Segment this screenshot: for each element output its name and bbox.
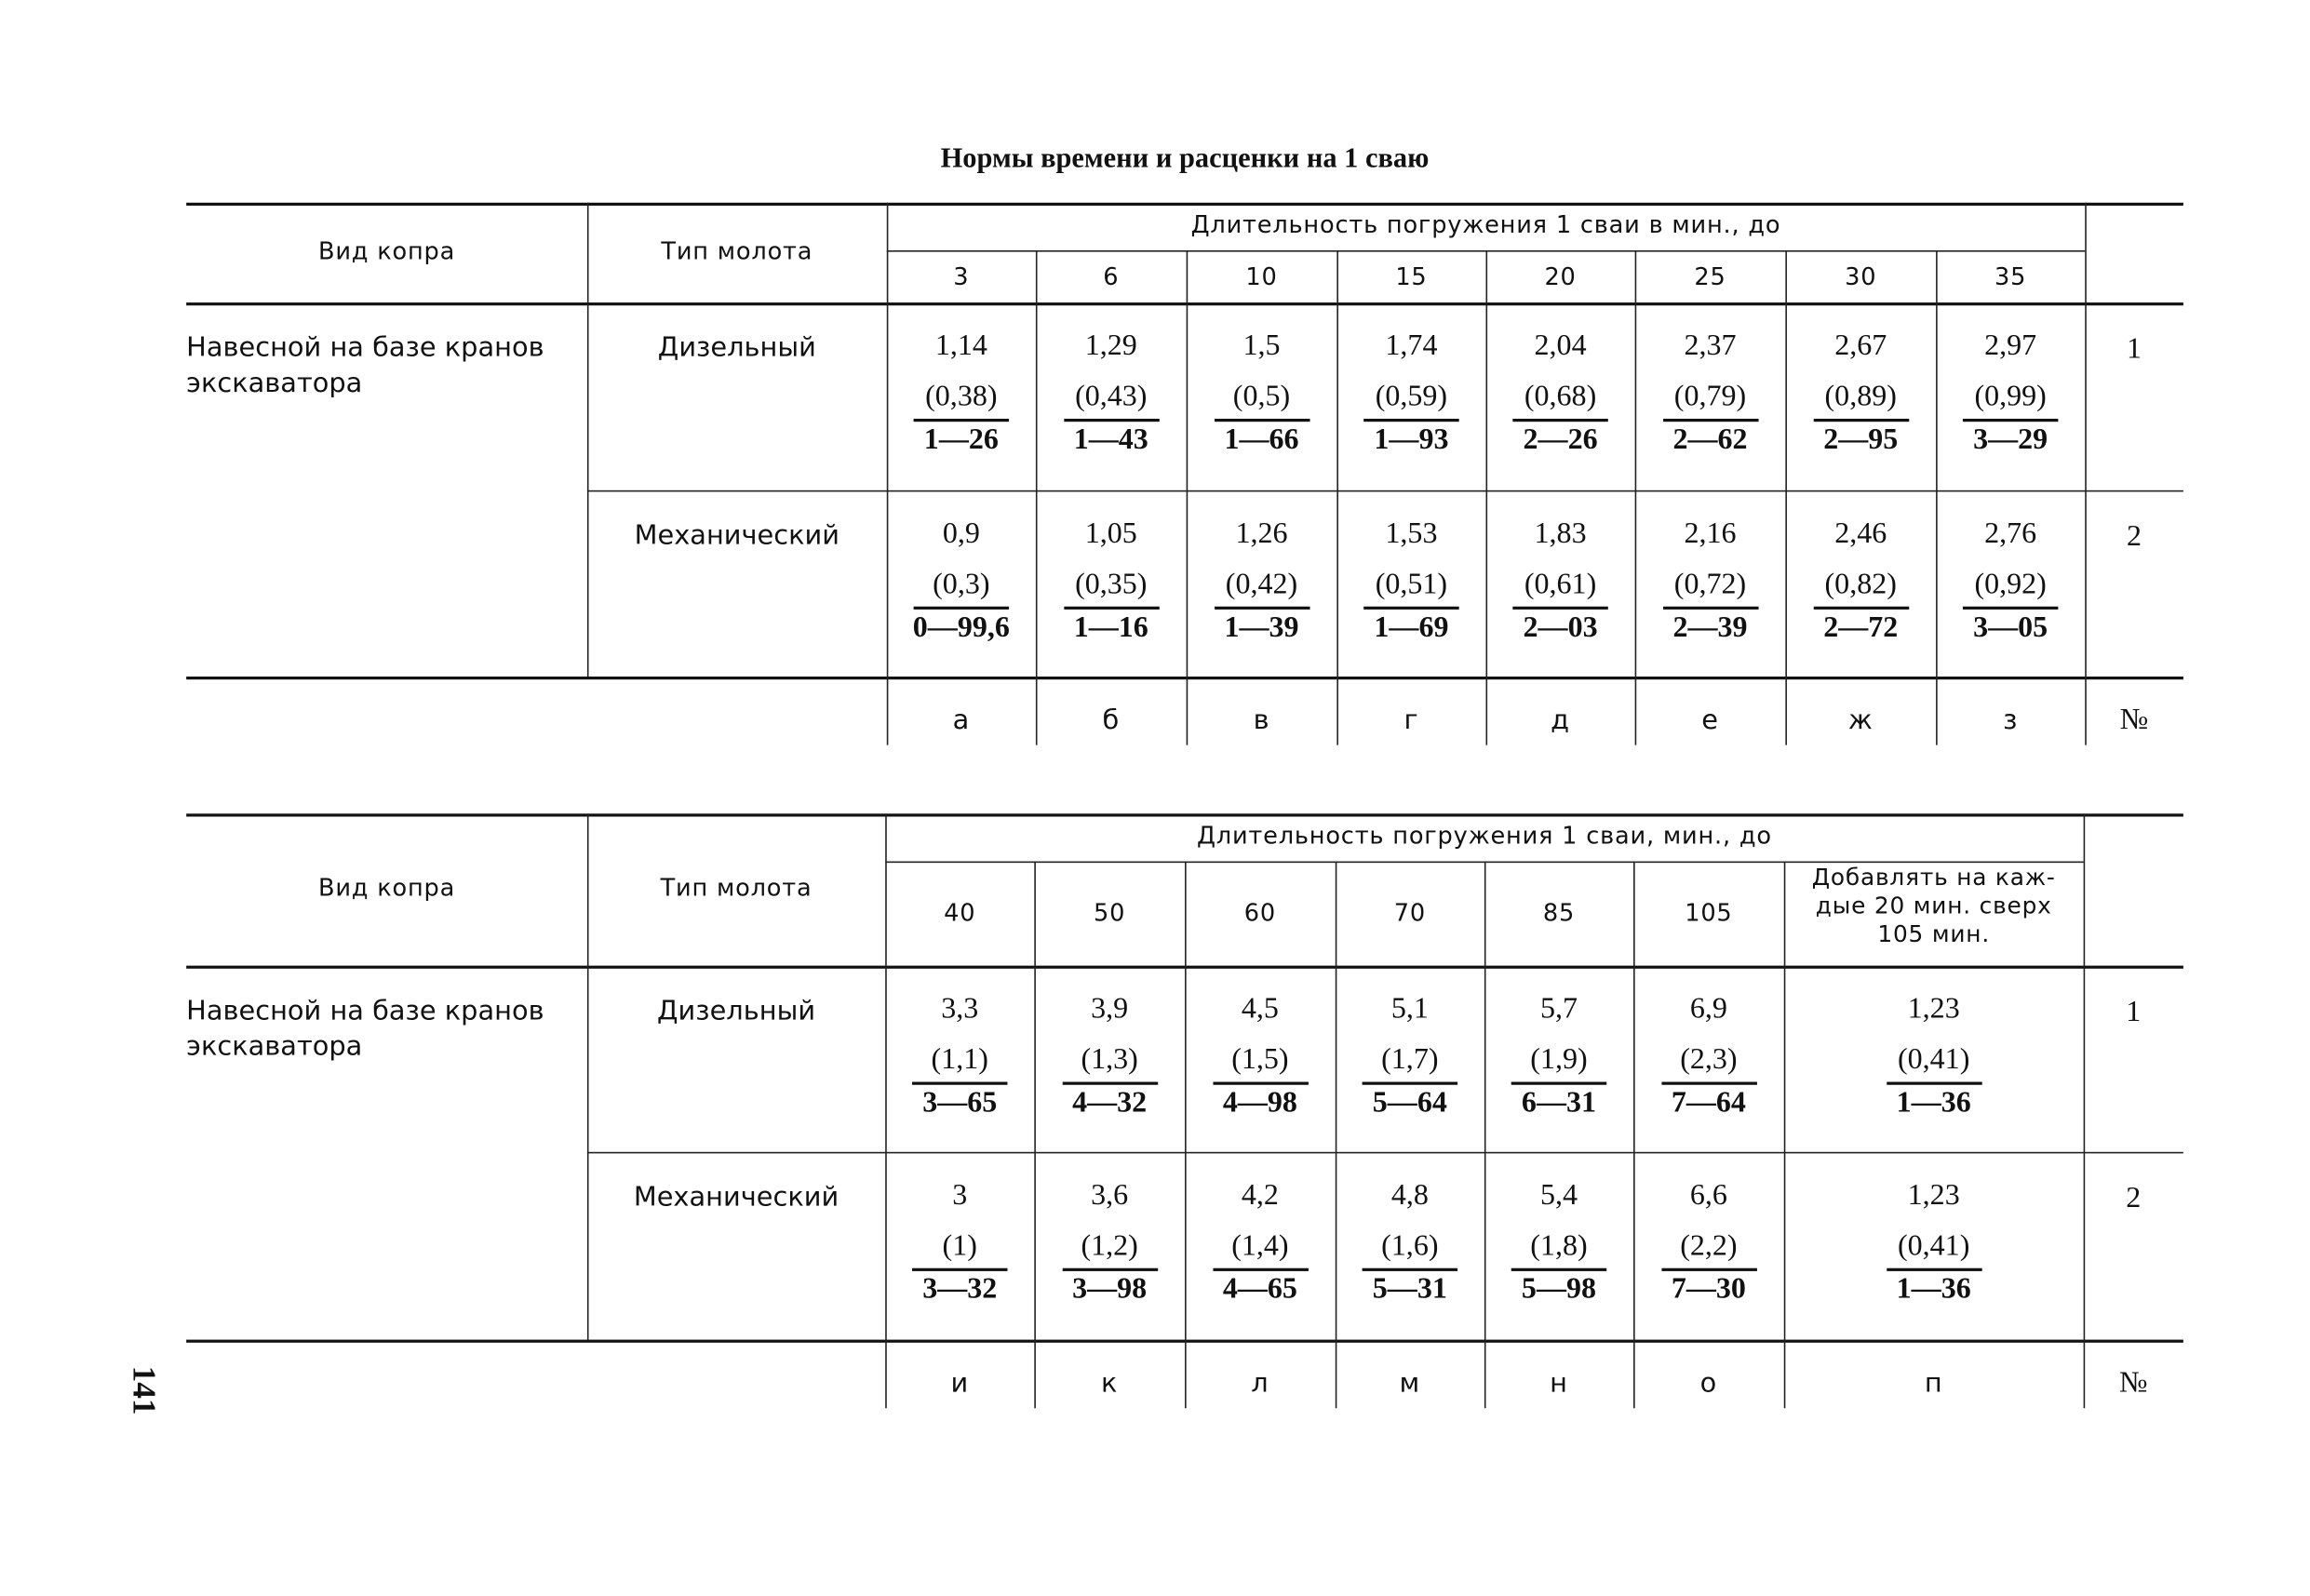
time-norm: 1,23 [1907,1178,1960,1212]
fraction-line [1886,1082,1981,1084]
fraction-line [1511,1268,1606,1270]
column-letter: д [1551,704,1570,737]
time-norm: 3,6 [1091,1178,1129,1212]
time-norm: 2,46 [1834,516,1887,550]
fraction-line [1064,607,1159,609]
header-hammer: Тип молота [660,873,813,902]
page-number: 141 [126,1365,164,1415]
rate-value: 2—03 [1523,610,1598,644]
kopr-label: Навесной на базе кранов [186,332,544,364]
time-norm-paren: (0,92) [1974,568,2047,601]
header-column: 70 [1393,898,1426,928]
column-letter: н [1550,1367,1568,1400]
rule-top [186,813,2183,816]
time-norm: 6,9 [1689,992,1727,1026]
time-norm-paren: (0,89) [1824,380,1897,413]
time-norm: 2,16 [1684,516,1737,550]
header-column-line: Добавлять на каж- [1811,864,2056,892]
time-norm: 3,3 [941,992,979,1026]
fraction-line [1214,419,1309,421]
fraction-line [1963,607,2058,609]
fraction-line [1062,1268,1157,1270]
time-norm-paren: (1,5) [1231,1042,1289,1077]
header-column-line: дые 20 мин. сверх [1815,892,2052,920]
time-norm-paren: (1,2) [1081,1229,1138,1263]
time-norm: 3,9 [1091,992,1129,1026]
column-letter: ж [1847,704,1874,737]
header-column: 20 [1544,262,1577,290]
time-norm-paren: (0,41) [1897,1042,1970,1077]
rate-value: 3—32 [922,1272,998,1306]
time-norm-paren: (0,72) [1673,568,1747,601]
rule-vertical [1633,862,1635,1409]
header-column: 30 [1845,262,1877,290]
column-letter: е [1701,704,1719,737]
header-column: 3 [953,262,970,290]
time-norm-paren: (1,1) [931,1042,988,1077]
time-norm: 4,5 [1241,992,1279,1026]
time-norm: 1,29 [1084,329,1137,363]
fraction-line [1661,1082,1756,1084]
rate-value: 1—36 [1896,1086,1971,1120]
rate-value: 7—64 [1671,1086,1746,1120]
time-norm-paren: (1) [942,1229,977,1263]
time-norm: 0,9 [942,516,980,550]
rate-value: 3—05 [1973,610,2048,644]
rate-value: 5—98 [1521,1272,1596,1306]
rate-value: 5—64 [1372,1086,1447,1120]
rule-vertical [1485,250,1487,745]
fraction-line [1813,419,1908,421]
fraction-line [1511,1082,1606,1084]
fraction-line [1363,1082,1457,1084]
rule-vertical [1034,862,1036,1409]
time-norm-paren: (0,51) [1375,568,1448,601]
time-norm-paren: (1,9) [1530,1042,1588,1077]
rule-vertical [1036,250,1038,745]
time-norm: 1,26 [1235,516,1288,550]
rate-value: 0—99,6 [912,610,1010,644]
rate-value: 2—39 [1672,610,1748,644]
rule-vertical [2084,813,2086,1408]
header-column: 25 [1694,262,1726,290]
time-norm-paren: (0,38) [925,380,998,413]
time-norm-paren: (0,61) [1524,568,1597,601]
rate-value: 6—31 [1521,1086,1596,1120]
rule-vertical [1936,250,1938,745]
rate-value: 2—62 [1672,422,1748,456]
header-duration-group: Длительность погружения 1 сваи, мин., до [1196,821,1772,850]
time-norm: 1,05 [1084,516,1137,550]
time-norm: 1,83 [1534,516,1587,550]
rate-value: 1—66 [1224,422,1299,456]
time-norm-paren: (0,5) [1232,380,1291,413]
fraction-line [1512,607,1607,609]
fraction-line [914,607,1009,609]
column-letter: м [1399,1367,1421,1400]
fraction-line [1363,419,1458,421]
header-hammer: Тип молота [661,235,813,265]
rate-value: 4—65 [1222,1272,1297,1306]
row-number: 1 [2127,332,2142,366]
header-column: 85 [1542,898,1576,928]
rate-value: 7—30 [1671,1272,1746,1306]
fraction-line [912,1268,1007,1270]
time-norm: 3 [952,1178,968,1212]
header-column: 60 [1243,898,1276,928]
rule-vertical [1484,862,1486,1409]
header-duration-group: Длительность погружения 1 сваи в мин., до [1190,209,1781,239]
column-letter: в [1253,704,1270,737]
column-letter: к [1101,1367,1119,1400]
fraction-line [1662,419,1757,421]
time-norm-paren: (0,3) [933,568,990,601]
time-norm-paren: (0,79) [1673,380,1747,413]
rate-value: 1—16 [1073,610,1148,644]
hammer-type: Дизельный [656,995,816,1027]
header-column: 105 [1685,898,1733,928]
column-letter: а [952,704,971,737]
fraction-line [1064,419,1159,421]
row-number: 2 [2127,519,2142,554]
rule-vertical [1336,862,1337,1409]
time-norm: 6,6 [1689,1178,1727,1212]
column-letter: л [1251,1367,1269,1400]
time-norm: 2,76 [1984,516,2037,550]
time-norm-paren: (0,68) [1524,380,1597,413]
time-norm: 1,5 [1242,329,1281,363]
fraction-line [1213,1082,1308,1084]
fraction-line [914,419,1009,421]
time-norm-paren: (1,7) [1381,1042,1439,1077]
column-letter: о [1699,1367,1718,1400]
rate-value: 1—26 [923,422,999,456]
fraction-line [1214,607,1309,609]
time-norm: 1,53 [1385,516,1438,550]
fraction-line [1813,607,1908,609]
rate-value: 3—65 [922,1086,998,1120]
time-norm: 2,67 [1834,329,1887,363]
column-letter: п [1924,1367,1943,1400]
column-letter: и [950,1367,969,1400]
time-norm: 1,74 [1385,329,1438,363]
rule-row [587,1152,2183,1154]
header-column: 6 [1103,262,1120,290]
kopr-label: экскаватора [186,368,363,400]
rate-value: 3—29 [1973,422,2048,456]
rule-vertical [587,203,589,677]
page-title: Нормы времени и расценки на 1 сваю [940,142,1430,175]
rule-top [186,203,2183,206]
time-norm: 1,14 [934,329,987,363]
header-column: 15 [1395,262,1428,290]
header-kopr: Вид копра [317,873,456,902]
header-column: 10 [1245,262,1278,290]
rate-value: 2—95 [1823,422,1899,456]
header-column-line: 105 мин. [1877,920,1991,948]
rule-row [587,490,2183,492]
rate-value: 2—72 [1823,610,1899,644]
rule-vertical [1187,250,1189,745]
rule-header-bottom [186,302,2183,305]
hammer-type: Дизельный [657,332,816,364]
header-column: 50 [1094,898,1126,928]
time-norm-paren: (0,35) [1075,568,1148,601]
rate-value: 1—39 [1224,610,1299,644]
rate-value: 4—32 [1072,1086,1148,1120]
time-norm: 2,97 [1984,329,2037,363]
rule-vertical [1185,862,1187,1409]
time-norm: 1,23 [1907,992,1960,1026]
time-norm-paren: (0,59) [1375,380,1448,413]
column-letter: з [2003,704,2019,737]
fraction-line [1963,419,2058,421]
number-label: № [2118,1366,2148,1400]
fraction-line [1886,1268,1981,1270]
time-norm-paren: (0,41) [1897,1229,1970,1263]
row-number: 2 [2126,1181,2142,1215]
time-norm: 5,1 [1390,992,1429,1026]
column-letter: г [1403,704,1419,737]
rate-value: 1—36 [1896,1272,1971,1306]
row-number: 1 [2126,995,2142,1028]
kopr-label: Навесной на базе кранов [186,995,544,1027]
time-norm-paren: (2,3) [1680,1042,1738,1077]
time-norm-paren: (0,43) [1075,380,1148,413]
header-kopr: Вид копра [317,235,456,265]
fraction-line [1062,1082,1157,1084]
fraction-line [1363,607,1458,609]
kopr-label: экскаватора [186,1031,363,1063]
header-column: 35 [1994,262,2027,290]
fraction-line [1661,1268,1756,1270]
rate-value: 1—43 [1073,422,1148,456]
column-letter: б [1102,704,1121,737]
time-norm: 4,8 [1390,1178,1429,1212]
time-norm-paren: (1,6) [1381,1229,1439,1263]
time-norm: 4,2 [1241,1178,1279,1212]
rate-value: 4—98 [1222,1086,1297,1120]
time-norm-paren: (0,42) [1225,568,1298,601]
time-norm-paren: (2,2) [1680,1229,1738,1263]
time-norm: 2,04 [1534,329,1587,363]
time-norm: 2,37 [1684,329,1737,363]
time-norm-paren: (1,3) [1081,1042,1138,1077]
rule-vertical [1635,250,1637,745]
rate-value: 3—98 [1072,1272,1148,1306]
number-label: № [2119,703,2149,737]
time-norm: 5,7 [1539,992,1578,1026]
fraction-line [1512,419,1607,421]
fraction-line [912,1082,1007,1084]
rule-vertical [2085,203,2087,745]
rate-value: 1—93 [1374,422,1449,456]
rule-body-bottom [186,677,2183,679]
fraction-line [1363,1268,1457,1270]
time-norm-paren: (0,99) [1974,380,2047,413]
fraction-line [1213,1268,1308,1270]
rule-vertical [1336,250,1338,745]
fraction-line [1662,607,1757,609]
time-norm: 5,4 [1539,1178,1578,1212]
hammer-type: Механический [633,1181,839,1214]
rate-value: 2—26 [1523,422,1598,456]
rule-vertical [1785,250,1787,745]
hammer-type: Механический [634,519,840,552]
time-norm-paren: (1,8) [1530,1229,1588,1263]
header-column: 40 [944,898,976,928]
rate-value: 1—69 [1374,610,1449,644]
rate-value: 5—31 [1372,1272,1447,1306]
time-norm-paren: (1,4) [1231,1229,1289,1263]
time-norm-paren: (0,82) [1824,568,1897,601]
